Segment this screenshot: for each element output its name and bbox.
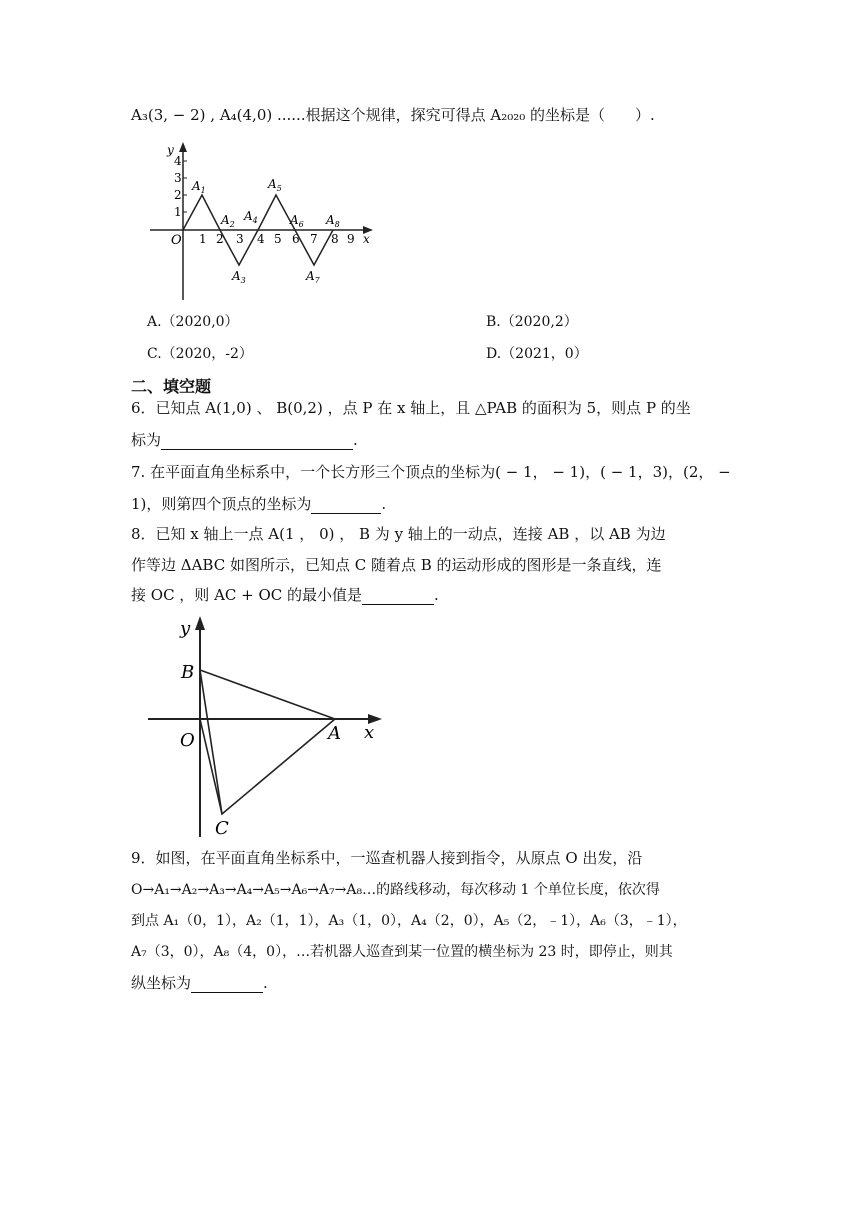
q5-point-label: $A_5$ (268, 177, 282, 193)
q8-label-b: B (181, 662, 195, 683)
q5-point-label: $A_8$ (326, 213, 340, 229)
q5-xtick: 7 (310, 232, 318, 246)
section-title: 二、填空题 (131, 377, 212, 396)
q9-line2: O→A₁→A₂→A₃→A₄→A₅→A₆→A₇→A₈…的路线移动，每次移动 1 个单位长度，依次得 (131, 882, 660, 898)
q5-point-label: $A_4$ (244, 209, 258, 225)
q8-line1: 8．已知 x 轴上一点 A(1 ， 0) ， B 为 y 轴上的一动点，连接 AB ，以 AB 为边 (131, 525, 666, 543)
q5-x-label: x (363, 232, 370, 246)
q8-label-o: O (180, 730, 195, 751)
q8-answer-blank[interactable] (362, 588, 434, 605)
q5-ytick: 3 (174, 171, 182, 185)
q6-line1: 6．已知点 A(1,0) 、 B(0,2) ，点 P 在 x 轴上，且 △PAB 的面积为 5，则点 P 的坐 (131, 399, 691, 417)
q8-label-c: C (215, 818, 229, 839)
q8-triangle-abc (200, 670, 335, 814)
q7-answer-blank[interactable] (311, 497, 381, 514)
q5-point-label: $A_6$ (290, 213, 304, 229)
q5-xtick: 9 (347, 232, 355, 246)
q5-point-label: $A_7$ (306, 269, 320, 285)
q5-stem-tail: A₃(3, − 2) , A₄(4,0) ......根据这个规律，探究可得点 A₂₀₂₀ 的坐标是（ ）. (131, 106, 655, 124)
q9-line1: 9．如图，在平面直角坐标系中，一巡查机器人接到指令，从原点 O 出发，沿 (131, 849, 643, 867)
q5-xtick: 8 (331, 232, 339, 246)
q5-y-label: y (167, 143, 174, 157)
q5-xtick: 1 (199, 232, 207, 246)
q5-point-label: $A_1$ (192, 179, 206, 195)
q9-line5-end: . (263, 974, 268, 992)
q8-triangle-figure (140, 612, 390, 842)
q8-label-a: A (328, 723, 341, 744)
q5-xtick: 6 (292, 232, 300, 246)
q6-line2-end: . (353, 431, 358, 449)
q8-x-label: x (364, 722, 375, 743)
q9-line4: A₇（3，0），A₈（4，0），…若机器人巡查到某一位置的横坐标为 23 时，即停止，则其 (131, 944, 673, 960)
q5-xtick: 3 (236, 232, 244, 246)
q6-line2 (131, 430, 358, 450)
q9-line5-text: 纵坐标为 (131, 974, 192, 992)
q5-option-d[interactable]: D.（2021，0） (486, 346, 588, 362)
q7-line1: 7. 在平面直角坐标系中，一个长方形三个顶点的坐标为( − 1， − 1)，( − 1，3)，(2， − (131, 463, 731, 481)
q8-y-label: y (180, 618, 191, 639)
q7-line2 (131, 494, 386, 514)
q5-option-a[interactable]: A.（2020,0） (147, 314, 239, 330)
q8-segment-oc (200, 719, 222, 814)
q8-line3-text: 接 OC ，则 AC + OC 的最小值是 (131, 586, 363, 604)
q5-option-b[interactable]: B.（2020,2） (486, 314, 578, 330)
q5-xtick: 2 (216, 232, 224, 246)
q5-ytick: 4 (174, 154, 182, 168)
q9-line3: 到点 A₁（0，1），A₂（1，1），A₃（1，0），A₄（2，0），A₅（2，﹣1），A₆（3，﹣1）， (131, 913, 687, 929)
q5-origin: O (171, 233, 182, 248)
q5-ytick: 2 (174, 188, 182, 202)
q9-line5 (131, 973, 268, 993)
q8-line3 (131, 585, 439, 605)
q7-line2-end: . (381, 495, 387, 513)
q5-zigzag-figure (145, 140, 375, 300)
q8-line3-end: . (434, 586, 439, 604)
q9-answer-blank[interactable] (191, 976, 263, 993)
q8-line2: 作等边 ΔABC 如图所示，已知点 C 随着点 B 的运动形成的图形是一条直线，连 (131, 556, 662, 574)
q5-point-label: $A_3$ (232, 269, 246, 285)
q5-xtick: 4 (257, 232, 265, 246)
q6-answer-blank[interactable] (161, 433, 353, 450)
q5-xtick: 5 (274, 232, 282, 246)
q7-line2-text: 1)，则第四个顶点的坐标为 (131, 495, 312, 513)
q5-option-c[interactable]: C.（2020，-2） (147, 346, 253, 362)
q5-point-label: $A_2$ (221, 213, 235, 229)
q6-line2-text: 标为 (131, 431, 162, 449)
q5-ytick: 1 (174, 205, 182, 219)
